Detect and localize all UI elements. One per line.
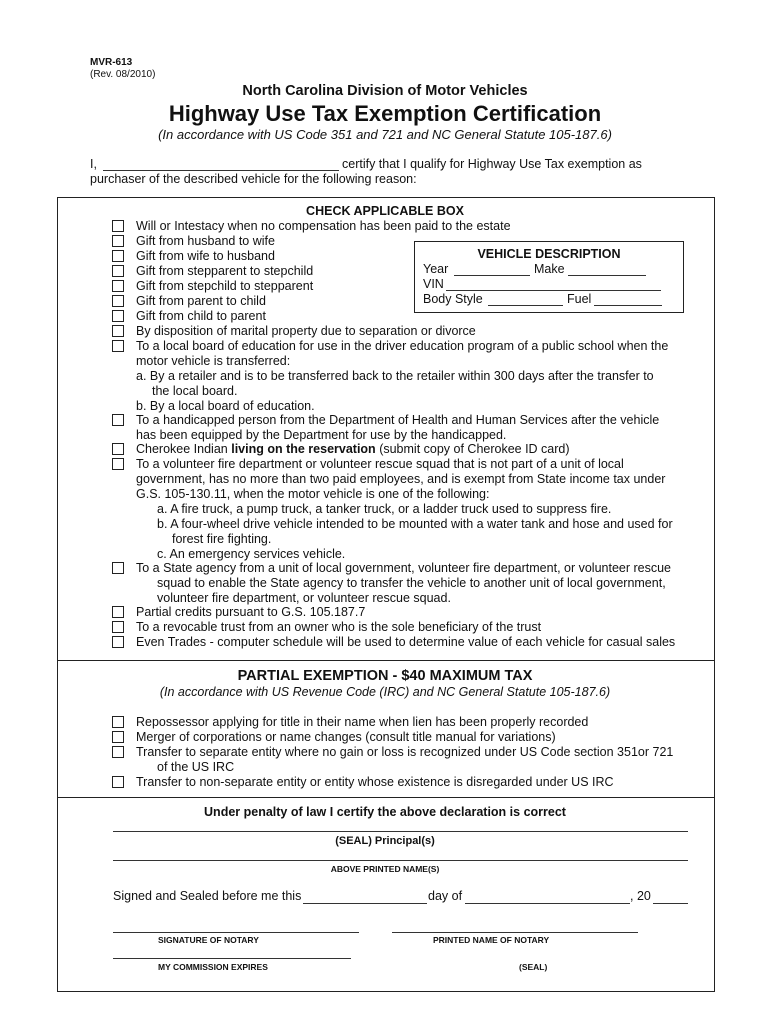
section-divider-1 <box>57 660 714 661</box>
item-fire-b2: forest fire fighting. <box>172 532 272 546</box>
vehicle-body-style-field[interactable] <box>488 305 563 306</box>
item-parent-to-child: Gift from parent to child <box>136 294 266 308</box>
item-volunteer-fire: To a volunteer fire department or volunteer rescue squad that is not part of a unit of local <box>136 457 624 471</box>
form-revision: (Rev. 08/2010) <box>90 69 156 80</box>
item-even-trades: Even Trades - computer schedule will be used to determine value of each vehicle for casual sales <box>136 635 676 649</box>
seal-principal-label: (SEAL) Principal(s) <box>335 835 435 847</box>
item-non-separate-entity: Transfer to non-separate entity or entity whose existence is disregarded under US IRC <box>136 775 614 789</box>
checkbox-stepchild-to-stepparent[interactable] <box>112 280 124 292</box>
vehicle-make-field[interactable] <box>568 275 646 276</box>
item-volunteer-fire-cont2: G.S. 105-130.11, when the motor vehicle is one of the following: <box>136 487 490 501</box>
day-of-label: day of <box>428 889 463 903</box>
item-education-a2: the local board. <box>152 384 238 398</box>
agency-name: North Carolina Division of Motor Vehicles <box>242 83 528 99</box>
checkbox-parent-to-child[interactable] <box>112 295 124 307</box>
checkbox-marital-property[interactable] <box>112 325 124 337</box>
partial-exemption-subheading: (In accordance with US Revenue Code (IRC) and NC General Statute 105-187.6) <box>159 685 611 699</box>
declaration-heading: Under penalty of law I certify the above declaration is correct <box>204 805 566 819</box>
checkbox-husband-to-wife[interactable] <box>112 235 124 247</box>
vehicle-vin-label: VIN <box>423 277 444 291</box>
page-title: Highway Use Tax Exemption Certification <box>168 101 602 126</box>
item-state-agency: To a State agency from a unit of local government, volunteer fire department, or volunteer rescue <box>136 561 672 575</box>
checkbox-even-trades[interactable] <box>112 636 124 648</box>
vehicle-year-label: Year <box>423 262 449 276</box>
item-separate-entity-cont: of the US IRC <box>157 760 235 774</box>
item-handicapped: To a handicapped person from the Department of Health and Human Services after the vehicle <box>136 413 660 427</box>
checkbox-wife-to-husband[interactable] <box>112 250 124 262</box>
checkbox-revocable-trust[interactable] <box>112 621 124 633</box>
notary-seal-label: (SEAL) <box>519 962 548 972</box>
printed-names-label: ABOVE PRINTED NAME(S) <box>330 864 440 874</box>
cherokee-post: (submit copy of Cherokee ID card) <box>379 442 570 456</box>
notary-signature-field[interactable] <box>113 932 359 933</box>
form-id: MVR-613 <box>90 57 133 68</box>
item-revocable-trust: To a revocable trust from an owner who is the sole beneficiary of the trust <box>136 620 542 634</box>
intro-prefix: I, <box>90 157 97 171</box>
item-marital-property: By disposition of marital property due to separation or divorce <box>136 324 476 338</box>
printed-names-field[interactable] <box>113 860 688 861</box>
commission-expires-label: MY COMMISSION EXPIRES <box>158 962 268 972</box>
vehicle-vin-field[interactable] <box>446 290 661 291</box>
notary-signature-label: SIGNATURE OF NOTARY <box>158 935 259 945</box>
notary-printed-name-field[interactable] <box>392 932 638 933</box>
commission-expires-field[interactable] <box>113 958 351 959</box>
item-husband-to-wife: Gift from husband to wife <box>136 234 275 248</box>
item-handicapped-cont: has been equipped by the Department for use by the handicapped. <box>136 428 507 442</box>
checkbox-board-of-education[interactable] <box>112 340 124 352</box>
item-partial-credits: Partial credits pursuant to G.S. 105.187.7 <box>136 605 366 619</box>
item-fire-c: c. An emergency services vehicle. <box>157 547 346 561</box>
checkbox-will-intestacy[interactable] <box>112 220 124 232</box>
vehicle-fuel-field[interactable] <box>594 305 662 306</box>
checkbox-state-agency[interactable] <box>112 562 124 574</box>
item-state-agency-cont2: volunteer fire department, or volunteer rescue squad. <box>157 591 451 605</box>
checkbox-stepparent-to-stepchild[interactable] <box>112 265 124 277</box>
checkbox-cherokee[interactable] <box>112 443 124 455</box>
checkbox-repossessor[interactable] <box>112 716 124 728</box>
signed-sealed-label: Signed and Sealed before me this <box>113 889 302 903</box>
item-separate-entity: Transfer to separate entity where no gain or loss is recognized under US Code section 351or 721 <box>136 745 674 759</box>
cherokee-bold: living on the reservation <box>231 442 376 456</box>
year-prefix-label: , 20 <box>630 889 651 903</box>
vehicle-fuel-label: Fuel <box>567 292 592 306</box>
purchaser-name-field[interactable] <box>103 170 339 171</box>
checkbox-volunteer-fire[interactable] <box>112 458 124 470</box>
principal-signature-field[interactable] <box>113 831 688 832</box>
check-applicable-heading: CHECK APPLICABLE BOX <box>306 204 464 218</box>
item-board-of-education-cont: motor vehicle is transferred: <box>136 354 291 368</box>
item-stepchild-to-stepparent: Gift from stepchild to stepparent <box>136 279 314 293</box>
item-stepparent-to-stepchild: Gift from stepparent to stepchild <box>136 264 314 278</box>
checkbox-non-separate-entity[interactable] <box>112 776 124 788</box>
item-state-agency-cont1: squad to enable the State agency to transfer the vehicle to another unit of local government, <box>157 576 666 590</box>
item-wife-to-husband: Gift from wife to husband <box>136 249 275 263</box>
checkbox-partial-credits[interactable] <box>112 606 124 618</box>
intro-certify-text: certify that I qualify for Highway Use Tax exemption as <box>342 157 642 171</box>
item-will-intestacy: Will or Intestacy when no compensation has been paid to the estate <box>136 219 511 233</box>
item-fire-a: a. A fire truck, a pump truck, a tanker truck, or a ladder truck used to suppress fire. <box>157 502 612 516</box>
item-fire-b1: b. A four-wheel drive vehicle intended to be mounted with a water tank and hose and used for <box>157 517 673 531</box>
signed-month-field[interactable] <box>465 903 630 904</box>
vehicle-body-style-label: Body Style <box>423 292 483 306</box>
partial-exemption-heading: PARTIAL EXEMPTION - $40 MAXIMUM TAX <box>237 668 533 684</box>
signed-day-field[interactable] <box>303 903 427 904</box>
signed-year-field[interactable] <box>653 903 688 904</box>
vehicle-make-label: Make <box>534 262 565 276</box>
item-repossessor: Repossessor applying for title in their name when lien has been properly recorded <box>136 715 589 729</box>
item-volunteer-fire-cont1: government, has no more than two paid employees, and is exempt from State income tax under <box>136 472 666 486</box>
item-education-a1: a. By a retailer and is to be transferred back to the retailer within 300 days after the transfer to <box>136 369 654 383</box>
checkbox-merger[interactable] <box>112 731 124 743</box>
vehicle-description-heading: VEHICLE DESCRIPTION <box>477 247 621 261</box>
checkbox-handicapped[interactable] <box>112 414 124 426</box>
item-education-b: b. By a local board of education. <box>136 399 315 413</box>
item-merger: Merger of corporations or name changes (consult title manual for variations) <box>136 730 556 744</box>
checkbox-child-to-parent[interactable] <box>112 310 124 322</box>
checkbox-separate-entity[interactable] <box>112 746 124 758</box>
notary-printed-name-label: PRINTED NAME OF NOTARY <box>433 935 550 945</box>
intro-line2: purchaser of the described vehicle for the following reason: <box>90 172 417 186</box>
section-divider-2 <box>57 797 714 798</box>
vehicle-year-field[interactable] <box>454 275 530 276</box>
item-cherokee <box>136 442 570 457</box>
cherokee-pre: Cherokee Indian <box>136 442 228 456</box>
page-subtitle: (In accordance with US Code 351 and 721 and NC General Statute 105-187.6) <box>158 127 612 142</box>
item-board-of-education: To a local board of education for use in the driver education program of a public school when the <box>136 339 669 353</box>
item-child-to-parent: Gift from child to parent <box>136 309 266 323</box>
